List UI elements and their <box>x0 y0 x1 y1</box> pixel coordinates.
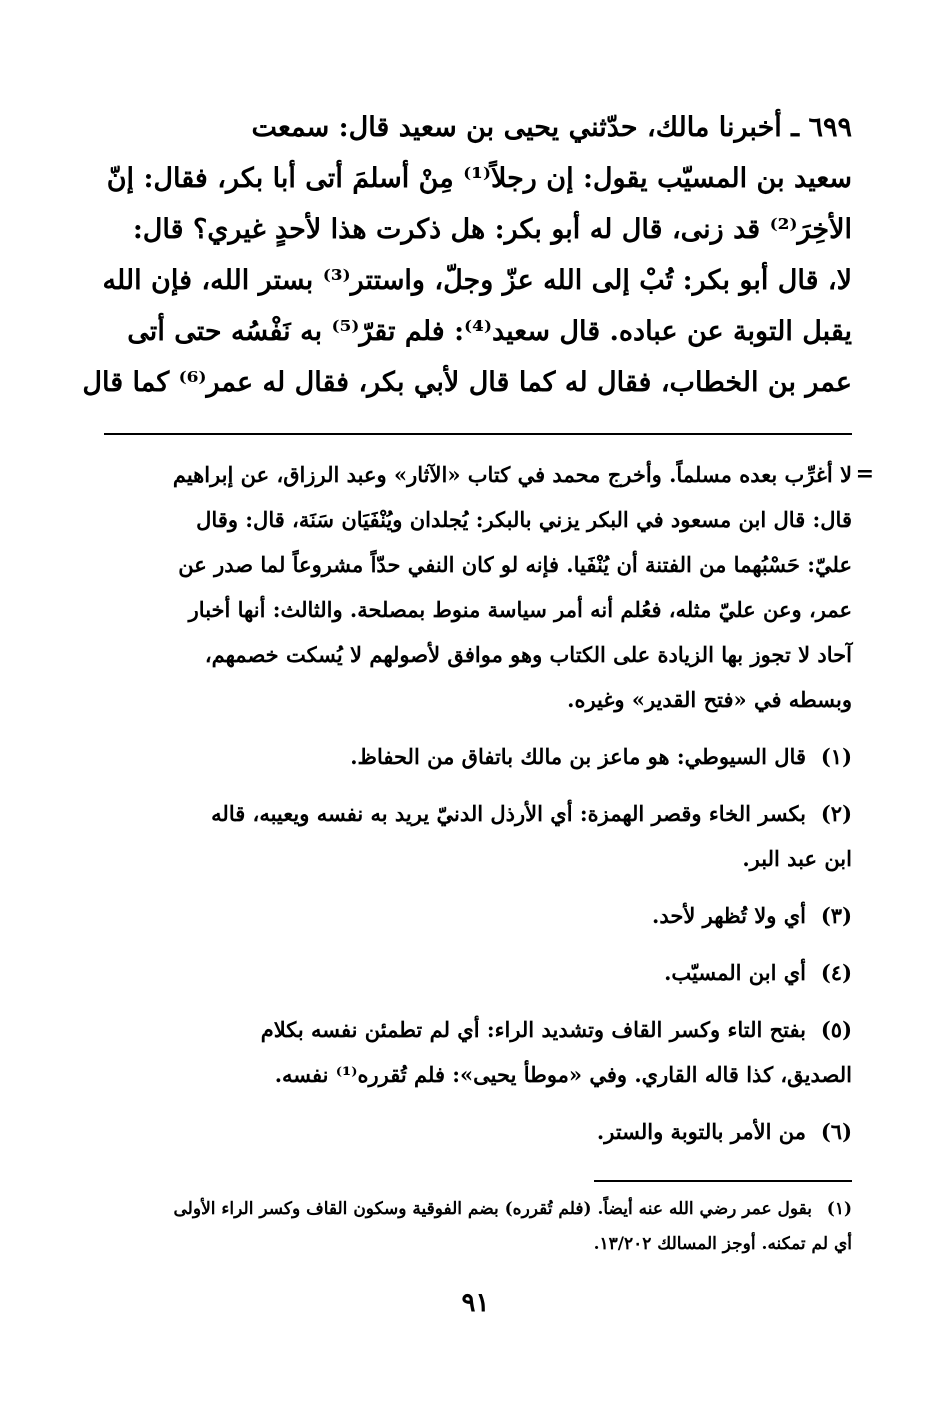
footnote-number: (٦) <box>820 1119 852 1144</box>
continued-note <box>104 452 874 722</box>
footnote-text: بكسر الخاء وقصر الهمزة: أي الأرذل الدنيّ يريد به نفسه ويعيبه، قاله <box>211 801 806 826</box>
footnote-text: ابن عبد البر. <box>742 846 852 871</box>
note-line: آحاد لا تجوز بها الزيادة على الكتاب وهو موافق لأصولهم لا يُسكت خصمهم، <box>204 642 852 667</box>
footnote-text: أي لم تمكنه. أوجز المسالك ١٣/٢٠٢. <box>593 1234 852 1254</box>
footnote-number: (١) <box>820 744 852 769</box>
footnote-text: قال السيوطي: هو ماعز بن مالك باتفاق من الحفاظ. <box>350 744 806 769</box>
footnote-text: بفتح التاء وكسر القاف وتشديد الراء: أي لم تطمئن نفسه بكلام <box>260 1017 806 1042</box>
note-line: عمر، وعن عليّ مثله، فعُلم أنه أمر سياسة منوط بمصلحة. والثالث: أنها أخبار <box>188 597 852 622</box>
footnote-text: بقول عمر رضي الله عنه أيضاً. (فلم تُقرره) بضم الفوقية وسكون القاف وكسر الراء الأولى <box>173 1199 812 1219</box>
sub-footnote <box>104 1192 852 1262</box>
footnote-separator <box>104 433 852 435</box>
text-line: عمر بن الخطاب، فقال له كما قال لأبي بكر، فقال له عمر⁽⁶⁾ كما قال <box>82 367 852 398</box>
sub-footnote-separator <box>594 1180 852 1182</box>
footnote-number: (٥) <box>820 1017 852 1042</box>
footnote-number: (٣) <box>820 903 852 928</box>
text-line: لا، قال أبو بكر: تُبْ إلى الله عزّ وجلّ، واستتر⁽³⁾ بستر الله، فإن الله <box>102 265 852 296</box>
footnote-text: أي ولا تُظهر لأحد. <box>652 903 806 928</box>
footnote-6 <box>104 1109 852 1154</box>
text-line: ٦٩٩ ـ أخبرنا مالك، حدّثني يحيى بن سعيد قال: سمعت <box>251 112 852 143</box>
footnote-text: من الأمر بالتوبة والستر. <box>596 1119 806 1144</box>
note-line: وبسطه في «فتح القدير» وغيره. <box>567 687 852 712</box>
text-line: سعيد بن المسيّب يقول: إن رجلاً⁽¹⁾ مِنْ أسلمَ أتى أبا بكر، فقال: إنّ <box>106 163 852 194</box>
note-line: قال: قال ابن مسعود في البكر يزني بالبكر: يُجلدان ويُنْفَيَان سَنَة، قال: وقال <box>196 507 852 532</box>
text-line: يقبل التوبة عن عباده. قال سعيد⁽⁴⁾: فلم تقرّ⁽⁵⁾ به نَفْسُه حتى أتى <box>127 316 852 347</box>
note-line: لا أغرِّب بعده مسلماً. وأخرج محمد في كتاب «الآثار» وعبد الرزاق، عن إبراهيم <box>172 462 852 487</box>
continuation-marker: = <box>855 461 874 487</box>
footnote-5 <box>104 1007 852 1097</box>
text-line: الأخِرَ⁽²⁾ قد زنى، قال له أبو بكر: هل ذكرت هذا لأحدٍ غيري؟ قال: <box>132 214 852 245</box>
page-number: ٩١ <box>461 1288 490 1318</box>
footnote-text: أي ابن المسيّب. <box>664 960 806 985</box>
footnote-text: الصديق، كذا قاله القاري. وفي «موطأ يحيى»: فلم تُقرره⁽¹⁾ نفسه. <box>274 1062 852 1087</box>
footnote-4 <box>104 950 852 995</box>
footnote-number: (٤) <box>820 960 852 985</box>
note-line: عليّ: حَسْبُهما من الفتنة أن يُنْفَيا. فإنه لو كان النفي حدّاً مشروعاً لما صدر عن <box>178 552 852 577</box>
footnote-number: (١) <box>826 1199 852 1219</box>
footnote-number: (٢) <box>820 801 852 826</box>
hadith-text <box>82 102 852 408</box>
footnote-1 <box>104 734 852 779</box>
footnotes-block <box>104 452 874 1154</box>
footnote-3 <box>104 893 852 938</box>
footnote-2 <box>104 791 852 881</box>
